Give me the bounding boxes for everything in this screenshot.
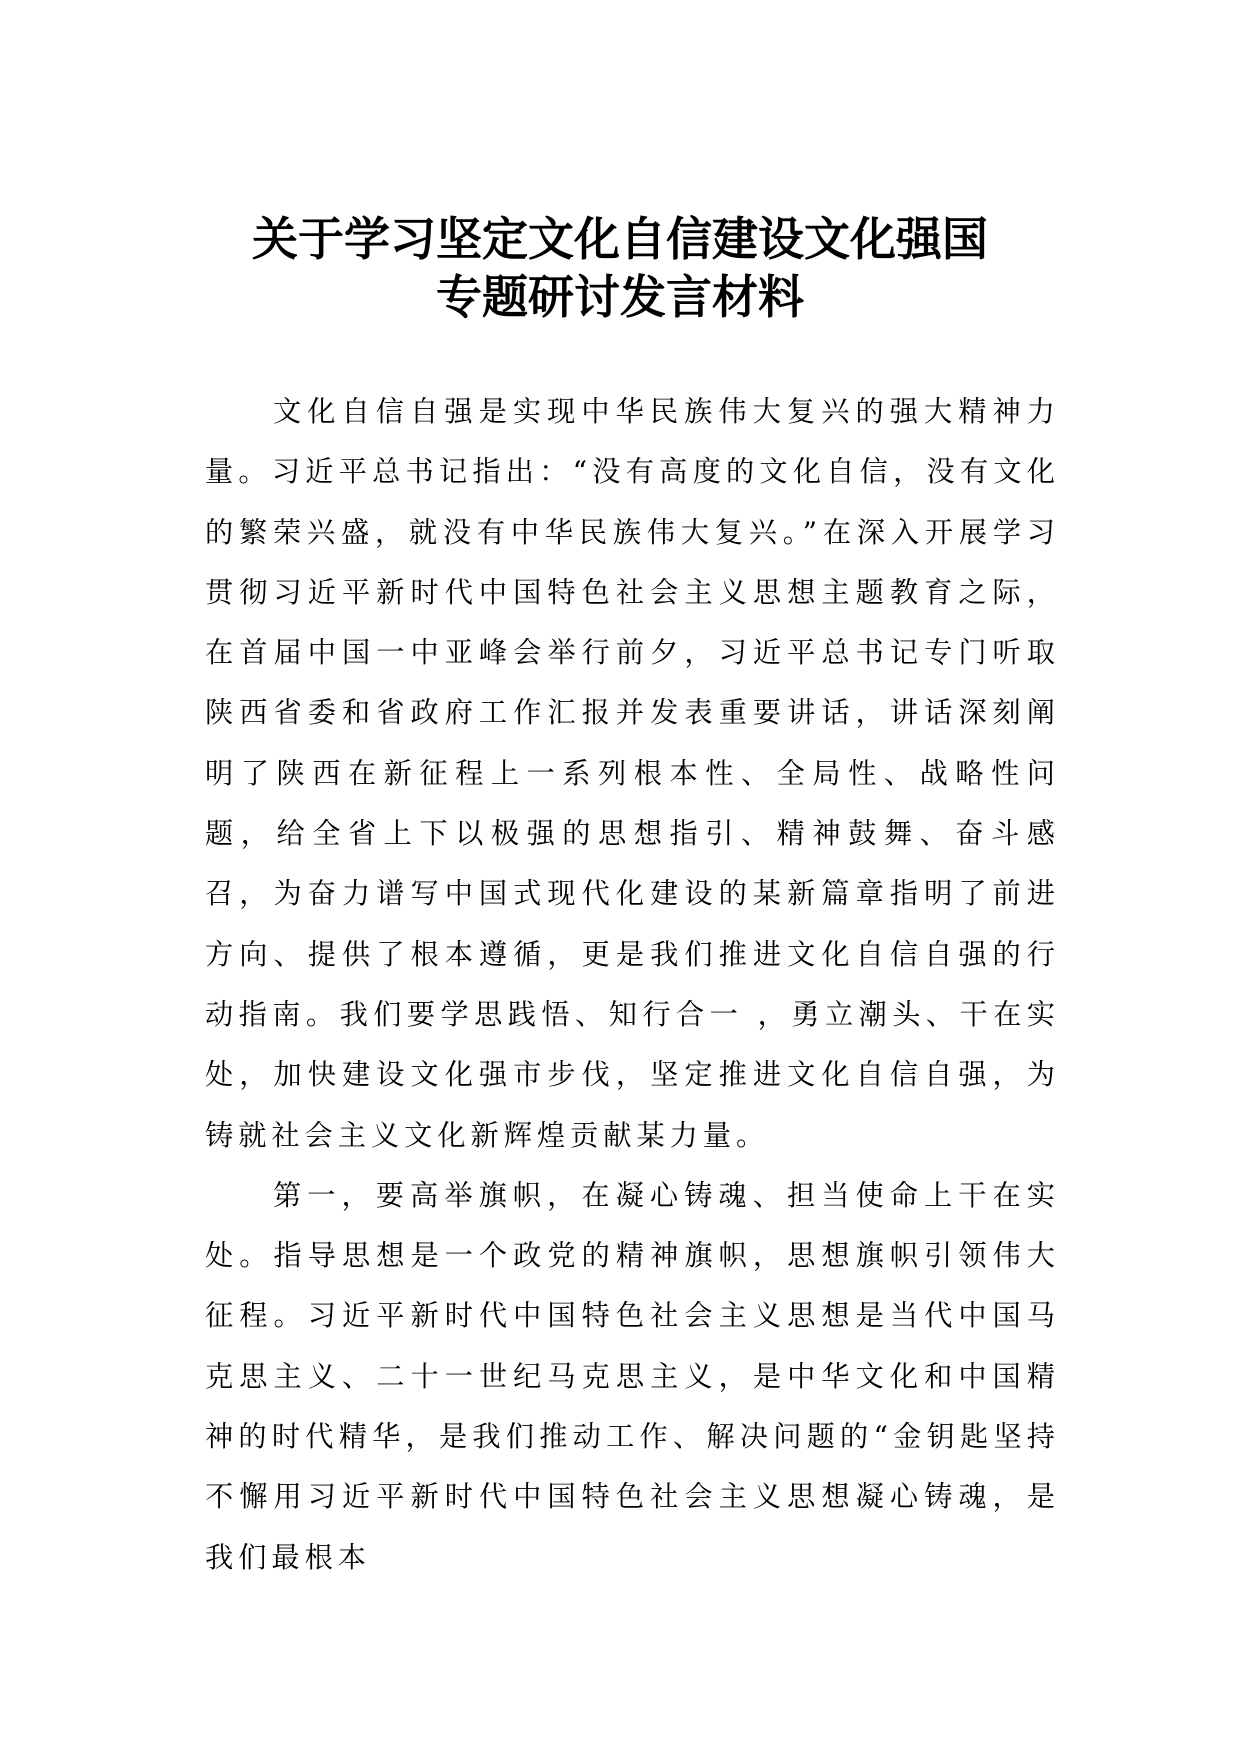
- title-line-2: 专题研讨发言材料: [436, 270, 804, 324]
- paragraph-intro: 文化自信自强是实现中华民族伟大复兴的强大精神力量。习近平总书记指出：“没有高度的文化自信，没有文化的繁荣兴盛，就没有中华民族伟大复兴。”在深入开展学习贯彻习近平新时代中国特色社会主义思想主题教育之际，在首届中国一中亚峰会举行前夕，习近平总书记专门听取陕西省委和省政府工作汇报并发表重要讲话，讲话深刻阐明了陕西在新征程上一系列根本性、全局性、战略性问题，给全省上下以极强的思想指引、精神鼓舞、奋斗感召，为奋力谱写中国式现代化建设的某新篇章指明了前进方向、提供了根本遵循，更是我们推进文化自信自强的行动指南。我们要学思践悟、知行合一 ，勇立潮头、干在实处，加快建设文化强市步伐，坚定推进文化自信自强，为铸就社会主义文化新辉煌贡献某力量。: [205, 395, 1060, 1152]
- document-title: [0, 210, 1240, 326]
- title-line-1: 关于学习坚定文化自信建设文化强国: [252, 212, 988, 266]
- document-body: [205, 382, 1060, 1588]
- paragraph-first-point: 第一，要高举旗帜，在凝心铸魂、担当使命上干在实处。指导思想是一个政党的精神旗帜，思想旗帜引领伟大征程。习近平新时代中国特色社会主义思想是当代中国马克思主义、二十一世纪马克思主义，是中华文化和中国精神的时代精华，是我们推动工作、解决问题的“金钥匙坚持不懈用习近平新时代中国特色社会主义思想凝心铸魂，是我们最根本: [205, 1178, 1060, 1574]
